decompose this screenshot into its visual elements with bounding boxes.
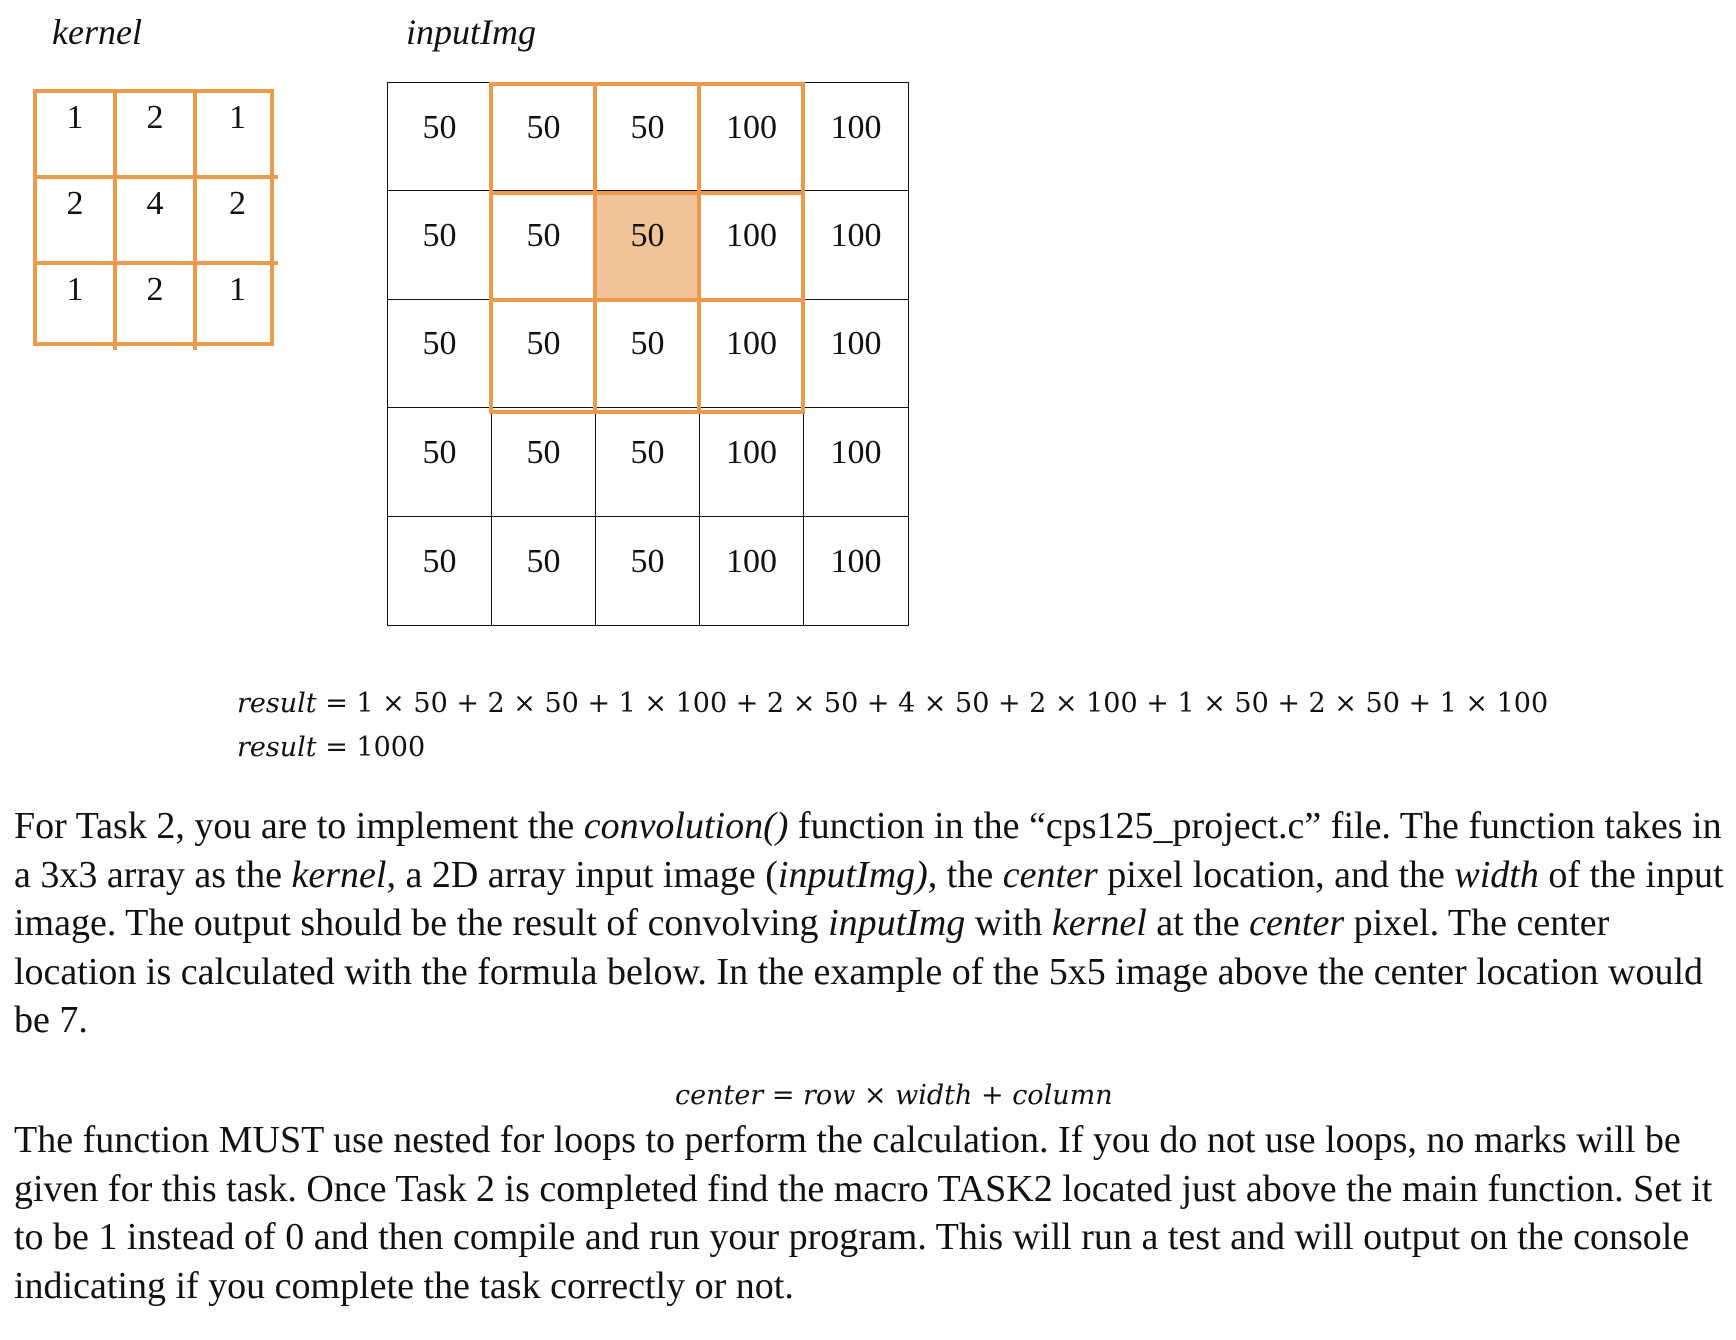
- input-cell: 50: [492, 191, 596, 299]
- kernel-cell: 2: [117, 93, 197, 179]
- input-image-label: inputImg: [406, 12, 536, 52]
- input-cell: 50: [596, 517, 700, 625]
- kernel-cell: 2: [37, 179, 117, 265]
- input-cell: 100: [804, 191, 908, 299]
- input-cell: 50: [388, 300, 492, 408]
- equals-sign: =: [763, 1080, 804, 1111]
- result-var: result: [237, 688, 317, 719]
- formula-center: center: [675, 1080, 764, 1111]
- kernel-cell: 2: [117, 265, 197, 350]
- param-inputimg: inputImg): [777, 853, 928, 896]
- kernel-cell: 1: [197, 93, 278, 179]
- text-run: For Task 2, you are to implement the: [14, 805, 584, 847]
- input-cell: 50: [596, 83, 700, 191]
- input-cell: 100: [804, 83, 908, 191]
- input-cell: 100: [804, 408, 908, 516]
- kernel-cell: 4: [117, 179, 197, 265]
- kernel-grid: [33, 89, 274, 346]
- param-width: width: [1454, 853, 1539, 896]
- input-cell: 100: [700, 517, 804, 625]
- text-run: function in the “cps125_project.c” file. The function takes in a 3x3 array as the: [14, 805, 1722, 896]
- text-run: , a 2D array input image (: [386, 853, 778, 896]
- kernel-cell: 1: [37, 93, 117, 179]
- text-run: pixel. The center location is calculated with the formula below. In the example of the 5x5 image above the center location would be 7.: [14, 902, 1704, 1041]
- param-kernel: kernel: [1051, 902, 1147, 944]
- param-center: center: [1249, 902, 1345, 944]
- input-cell: 50: [492, 408, 596, 516]
- task-description: [14, 802, 1724, 1045]
- text-run: pixel location, and the: [1097, 853, 1455, 896]
- result-equation: [237, 690, 1548, 717]
- kernel-cell: 2: [197, 179, 278, 265]
- input-cell: 100: [700, 83, 804, 191]
- param-inputimg: inputImg: [828, 902, 966, 944]
- formula-column: column: [1012, 1080, 1113, 1111]
- text-run: with: [965, 902, 1052, 944]
- input-cell: 50: [492, 83, 596, 191]
- center-pixel-cell: 50: [596, 191, 700, 299]
- input-cell: 50: [388, 517, 492, 625]
- result-value-equation: [237, 734, 425, 761]
- function-name: convolution(): [583, 805, 789, 847]
- times-sign: ×: [855, 1080, 896, 1111]
- input-cell: 100: [700, 191, 804, 299]
- input-cell: 50: [596, 300, 700, 408]
- input-cell: 100: [804, 300, 908, 408]
- input-cell: 50: [388, 191, 492, 299]
- input-cell: 50: [388, 408, 492, 516]
- result-value: 1000: [356, 732, 426, 763]
- kernel-label: kernel: [52, 12, 142, 52]
- center-formula: [675, 1082, 1113, 1109]
- equals-sign: =: [316, 688, 357, 719]
- result-var: result: [237, 732, 317, 763]
- result-expression: 1 × 50 + 2 × 50 + 1 × 100 + 2 × 50 + 4 × 50 + 2 × 100 + 1 × 50 + 2 × 50 + 1 × 100: [356, 688, 1549, 719]
- plus-sign: +: [972, 1080, 1013, 1111]
- input-cell: 100: [700, 408, 804, 516]
- input-cell: 50: [492, 300, 596, 408]
- kernel-cell: 1: [229, 271, 246, 308]
- param-kernel: kernel: [291, 853, 387, 896]
- formula-row: row: [803, 1080, 856, 1111]
- task-instructions: The function MUST use nested for loops to perform the calculation. If you do not use loops, no marks will be given for this task. Once Task 2 is completed find the macro TASK2 located just above the main function. Set it to be 1 instead of 0 and then compile and run your program. This will run a test and will output on the console indicating if you complete the task correctly or not.: [14, 1119, 1713, 1307]
- param-center: center: [1002, 853, 1098, 896]
- input-cell: 50: [388, 83, 492, 191]
- input-cell: 100: [700, 300, 804, 408]
- input-image-grid: [387, 82, 909, 626]
- equals-sign: =: [316, 732, 357, 763]
- text-run: at the: [1146, 902, 1250, 944]
- input-cell: 50: [492, 517, 596, 625]
- kernel-cell: 1: [37, 265, 117, 350]
- formula-width: width: [895, 1080, 973, 1111]
- text-run: of the input image. The output should be the result of convolving: [14, 853, 1724, 944]
- input-cell: 50: [596, 408, 700, 516]
- input-cell: 100: [830, 542, 882, 580]
- text-run: , the: [927, 853, 1003, 896]
